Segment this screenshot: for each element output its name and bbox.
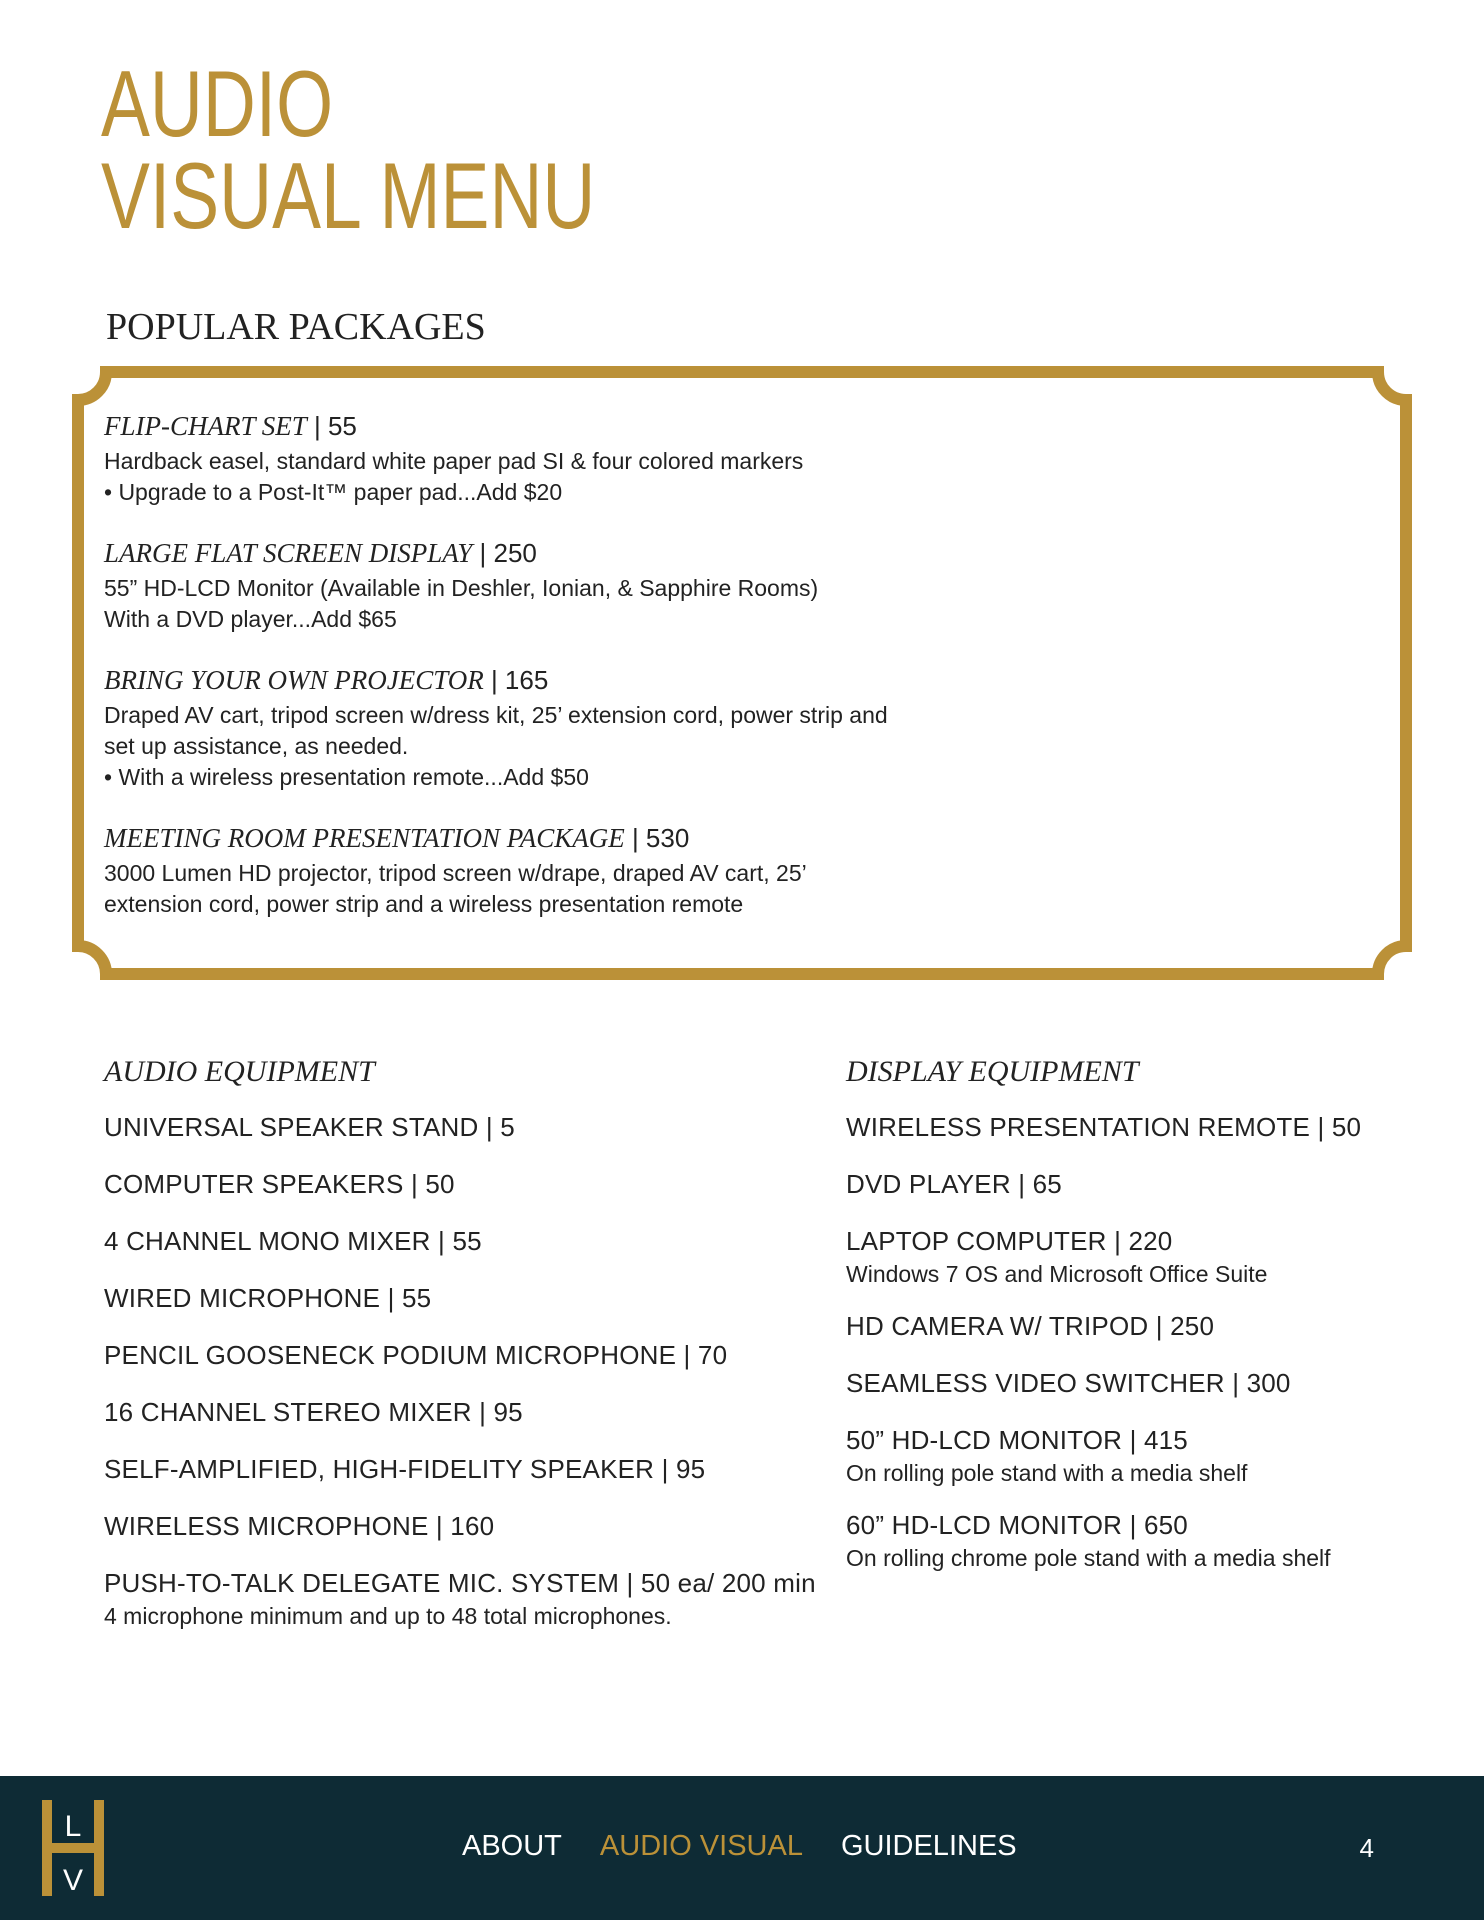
equipment-item-title: UNIVERSAL SPEAKER STAND | 5 xyxy=(104,1112,515,1142)
lhv-logo xyxy=(42,1800,104,1896)
nav-link-guidelines[interactable]: GUIDELINES xyxy=(840,1830,1017,1862)
equipment-item-title: 50” HD-LCD MONITOR | 415 xyxy=(846,1425,1188,1455)
package-price: | 55 xyxy=(306,411,357,441)
equipment-item xyxy=(846,1108,1484,1146)
logo-letter-v: V xyxy=(62,1864,84,1896)
equipment-item-title: SEAMLESS VIDEO SWITCHER | 300 xyxy=(846,1368,1291,1398)
equipment-item-title: LAPTOP COMPUTER | 220 xyxy=(846,1226,1173,1256)
page-title-line-1: AUDIO xyxy=(101,51,334,156)
page-title-line-2: VISUAL MENU xyxy=(101,143,596,248)
package-name: LARGE FLAT SCREEN DISPLAY xyxy=(104,538,473,568)
package-name: MEETING ROOM PRESENTATION PACKAGE xyxy=(104,823,625,853)
package-name: FLIP-CHART SET xyxy=(104,411,307,441)
display-equipment-heading: DISPLAY EQUIPMENT xyxy=(846,1055,1139,1088)
equipment-item xyxy=(104,1165,824,1203)
page-number: 4 xyxy=(1359,1833,1374,1863)
package-description-line: Hardback easel, standard white paper pad SI & four colored markers xyxy=(104,448,804,474)
nav-link-about[interactable]: ABOUT xyxy=(462,1830,562,1862)
packages-list xyxy=(104,406,1144,945)
equipment-item-note: On rolling chrome pole stand with a media shelf xyxy=(846,1545,1331,1571)
equipment-item xyxy=(104,1336,824,1374)
audio-equipment-list xyxy=(104,1108,824,1630)
equipment-item-title: PENCIL GOOSENECK PODIUM MICROPHONE | 70 xyxy=(104,1340,728,1370)
equipment-item xyxy=(104,1564,824,1630)
package-description-line: • Upgrade to a Post-It™ paper pad...Add $20 xyxy=(104,479,563,505)
equipment-item xyxy=(104,1507,824,1545)
equipment-item xyxy=(846,1222,1484,1288)
equipment-item xyxy=(846,1364,1484,1402)
equipment-item-title: WIRELESS MICROPHONE | 160 xyxy=(104,1511,495,1541)
equipment-item-note: On rolling pole stand with a media shelf xyxy=(846,1460,1248,1486)
equipment-item xyxy=(846,1307,1484,1345)
equipment-item-note: Windows 7 OS and Microsoft Office Suite xyxy=(846,1261,1268,1287)
package-description-line: 3000 Lumen HD projector, tripod screen w/drape, draped AV cart, 25’ xyxy=(104,860,807,886)
package-description-line: • With a wireless presentation remote...Add $50 xyxy=(104,764,589,790)
nav-link-audio-visual[interactable]: AUDIO VISUAL xyxy=(599,1830,803,1862)
footer-nav xyxy=(462,1824,1017,1868)
display-equipment-section xyxy=(846,1050,1484,1591)
equipment-item xyxy=(846,1165,1484,1203)
equipment-item-note: 4 microphone minimum and up to 48 total microphones. xyxy=(104,1603,672,1629)
popular-packages-heading: POPULAR PACKAGES xyxy=(106,306,486,348)
package-item xyxy=(104,660,1144,793)
package-description-line: 55” HD-LCD Monitor (Available in Deshler, Ionian, & Sapphire Rooms) xyxy=(104,575,819,601)
equipment-item-title: PUSH-TO-TALK DELEGATE MIC. SYSTEM | 50 ea/ 200 min xyxy=(104,1568,816,1598)
equipment-item-title: DVD PLAYER | 65 xyxy=(846,1169,1062,1199)
package-item xyxy=(104,533,1144,635)
page-title xyxy=(101,51,596,248)
equipment-item-title: SELF-AMPLIFIED, HIGH-FIDELITY SPEAKER | 95 xyxy=(104,1454,706,1484)
package-description-line: extension cord, power strip and a wireless presentation remote xyxy=(104,891,744,917)
equipment-item-title: WIRELESS PRESENTATION REMOTE | 50 xyxy=(846,1112,1362,1142)
package-description-line: With a DVD player...Add $65 xyxy=(104,606,397,632)
package-item xyxy=(104,406,1144,508)
package-title xyxy=(104,818,1144,858)
package-title xyxy=(104,406,1144,446)
package-item xyxy=(104,818,1144,920)
equipment-item xyxy=(104,1450,824,1488)
equipment-item xyxy=(104,1279,824,1317)
display-equipment-list xyxy=(846,1108,1484,1572)
package-title xyxy=(104,660,1144,700)
equipment-item xyxy=(846,1506,1484,1572)
package-price: | 530 xyxy=(624,823,690,853)
equipment-item-title: 16 CHANNEL STEREO MIXER | 95 xyxy=(104,1397,523,1427)
package-description-line: Draped AV cart, tripod screen w/dress kit, 25’ extension cord, power strip and xyxy=(104,702,888,728)
equipment-item-title: WIRED MICROPHONE | 55 xyxy=(104,1283,432,1313)
package-name: BRING YOUR OWN PROJECTOR xyxy=(104,665,484,695)
equipment-item xyxy=(104,1222,824,1260)
equipment-item-title: 4 CHANNEL MONO MIXER | 55 xyxy=(104,1226,482,1256)
equipment-item xyxy=(104,1393,824,1431)
equipment-item xyxy=(104,1108,824,1146)
package-title xyxy=(104,533,1144,573)
package-price: | 250 xyxy=(472,538,537,568)
audio-equipment-section xyxy=(104,1050,824,1649)
equipment-item-title: HD CAMERA W/ TRIPOD | 250 xyxy=(846,1311,1215,1341)
package-description-line: set up assistance, as needed. xyxy=(104,733,409,759)
equipment-item xyxy=(846,1421,1484,1487)
logo-letter-l: L xyxy=(64,1810,82,1843)
equipment-item-title: COMPUTER SPEAKERS | 50 xyxy=(104,1169,455,1199)
equipment-item-title: 60” HD-LCD MONITOR | 650 xyxy=(846,1510,1188,1540)
audio-equipment-heading: AUDIO EQUIPMENT xyxy=(104,1055,375,1088)
footer-bar xyxy=(0,1776,1484,1920)
package-price: | 165 xyxy=(483,665,549,695)
